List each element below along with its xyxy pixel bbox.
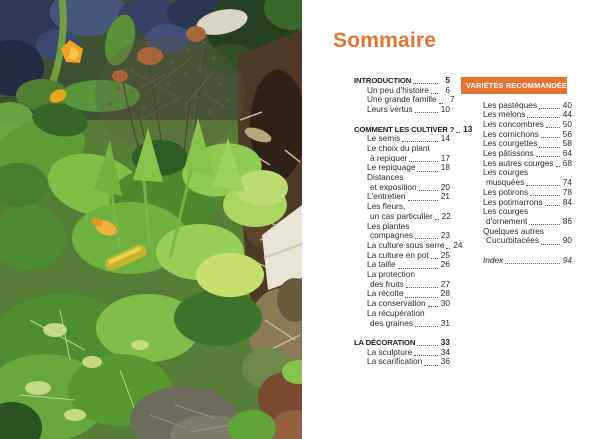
toc-page-number: 64 — [562, 148, 572, 159]
dotted-leader — [545, 205, 561, 206]
toc-entry-label: La scarification — [367, 356, 423, 367]
toc-entry-label: Le repiquage — [367, 162, 416, 173]
dotted-leader — [408, 200, 439, 201]
toc-right-items — [461, 101, 572, 266]
dotted-leader — [428, 306, 438, 307]
toc-page-number: 28 — [440, 288, 450, 299]
toc-entry-row — [367, 357, 450, 367]
toc-entry — [354, 105, 450, 115]
toc-entry-label: Les concombres — [483, 118, 544, 129]
toc-entry-label: des graines — [370, 317, 413, 328]
toc-page-number: 13 — [463, 123, 473, 134]
toc-entry-label: Le semis — [367, 133, 401, 144]
toc-entry-label: La conservation — [367, 298, 426, 309]
toc-entry-row — [367, 319, 450, 329]
toc-page-number: 31 — [440, 317, 450, 328]
dotted-leader — [526, 185, 560, 186]
toc-right-column — [461, 77, 572, 265]
toc-page-number: 21 — [440, 191, 450, 202]
toc-entry-row — [483, 256, 572, 266]
dotted-leader — [529, 224, 560, 225]
toc-page-number: 56 — [562, 128, 572, 139]
toc-entry-label: La culture en pot — [367, 249, 429, 260]
toc-entry-label: Les pâtissons — [483, 148, 534, 159]
toc-entry-row — [367, 105, 450, 115]
toc-page-number: 30 — [440, 298, 450, 309]
toc-entry-label: des fruits — [370, 278, 404, 289]
toc-page-number: 7 — [450, 94, 455, 105]
dotted-leader — [539, 147, 560, 148]
toc-entry-label: Les potirons — [483, 186, 529, 197]
toc-entry-line: La récupération — [367, 307, 425, 318]
toc-entry — [461, 227, 572, 246]
toc-page-number: 33 — [440, 336, 450, 347]
toc-entry-label: La récolte — [367, 288, 404, 299]
dotted-leader — [419, 190, 438, 191]
toc-entry-label: Les pastèques — [483, 99, 537, 110]
toc-entry-label: La taille — [367, 259, 396, 270]
toc-entry-label: INTRODUCTION — [354, 76, 412, 85]
dotted-leader — [505, 263, 560, 264]
toc-entry-label: Les cornichons — [483, 128, 539, 139]
contents-page — [302, 0, 600, 439]
toc-section — [354, 123, 473, 329]
toc-page-number: 10 — [440, 104, 450, 115]
toc-entry-label: LA DÉCORATION — [354, 337, 416, 347]
toc-entry — [354, 144, 450, 163]
toc-section — [354, 75, 455, 115]
toc-entry-label: Index — [483, 254, 504, 265]
toc-page-number: 18 — [440, 162, 450, 173]
dotted-leader — [417, 345, 438, 346]
recommended-varieties-banner: VARIÉTÉS RECOMMANDÉES — [461, 77, 567, 94]
toc-page-number: 23 — [440, 230, 450, 241]
toc-entry-label: Les potimarrons — [483, 196, 543, 207]
toc-entry-label: La culture sous serre — [367, 239, 445, 250]
toc-entry — [354, 357, 450, 367]
toc-page-number: 17 — [440, 152, 450, 163]
toc-page-number: 68 — [562, 157, 572, 168]
toc-entry-label: Leurs vertus — [367, 104, 413, 115]
toc-page-number: 74 — [562, 177, 572, 188]
page-title: Sommaire — [333, 29, 437, 52]
toc-section-items — [354, 133, 463, 328]
dotted-leader — [435, 219, 439, 220]
toc-page-number: 90 — [562, 235, 572, 246]
toc-page-number: 78 — [562, 186, 572, 197]
toc-page-number: 44 — [562, 109, 572, 120]
toc-entry-line: Les fleurs, — [367, 201, 406, 212]
dotted-leader — [541, 244, 560, 245]
toc-page-number: 94 — [562, 254, 572, 265]
toc-page-number: 40 — [562, 99, 572, 110]
toc-entry — [354, 173, 450, 192]
toc-entry-label: compagnes — [370, 230, 413, 241]
toc-entry — [461, 168, 572, 187]
toc-page-number: 24 — [453, 239, 463, 250]
toc-page-number: 50 — [562, 118, 572, 129]
toc-page-number: 26 — [440, 259, 450, 270]
toc-page-number: 14 — [440, 133, 450, 144]
toc-entry — [354, 202, 450, 221]
toc-page-number: 25 — [440, 249, 450, 260]
toc-entry — [354, 222, 450, 241]
toc-section-items — [354, 348, 450, 367]
dotted-leader — [415, 112, 438, 113]
toc-entry-line: Les courges — [483, 206, 529, 217]
toc-left-column — [354, 75, 473, 377]
toc-entry-label: La sculpture — [367, 346, 413, 357]
toc-page-number: 6 — [445, 84, 450, 95]
toc-page-number: 5 — [445, 75, 450, 85]
dotted-leader — [431, 258, 438, 259]
toc-page-number: 34 — [440, 346, 450, 357]
toc-entry-line: Les plantes — [367, 220, 410, 231]
toc-entry-label: Les autres courges — [483, 157, 554, 168]
toc-entry — [354, 270, 450, 289]
dotted-leader — [415, 326, 438, 327]
toc-page-number: 84 — [562, 196, 572, 207]
toc-entry-line: Distances — [367, 172, 404, 183]
dotted-leader — [530, 195, 560, 196]
toc-entry-label: Les melons — [483, 109, 526, 120]
toc-entry-line: Les courges — [483, 167, 529, 178]
toc-entry-label: Une grande famille — [367, 94, 437, 105]
toc-entry-line: Le choix du plant — [367, 142, 430, 153]
toc-page-number: 86 — [562, 215, 572, 226]
toc-entry-label: L'entretien — [367, 191, 406, 202]
toc-page-number: 58 — [562, 138, 572, 149]
toc-entry-line: La protection — [367, 269, 415, 280]
toc-page-number: 20 — [440, 181, 450, 192]
toc-entry-label: COMMENT LES CULTIVER ? — [354, 124, 455, 134]
toc-entry-label: à repiquer — [370, 152, 408, 163]
toc-entry — [354, 309, 450, 328]
dotted-leader — [406, 287, 438, 288]
toc-entry-label: et exposition — [370, 181, 417, 192]
dotted-leader — [446, 248, 450, 249]
toc-page-number: 22 — [441, 210, 451, 221]
toc-entry-row — [483, 236, 572, 246]
toc-section — [354, 338, 450, 367]
dotted-leader — [541, 137, 560, 138]
toc-entry-label: Un peu d'histoire — [367, 84, 430, 95]
toc-entry-label: Les courgettes — [483, 138, 538, 149]
dotted-leader — [546, 127, 560, 128]
toc-entry-label: musquées — [486, 177, 525, 188]
dotted-leader — [424, 365, 438, 366]
toc-entry-line: Quelques autres — [483, 225, 544, 236]
toc-entry-label: un cas particulier — [370, 210, 433, 221]
dotted-leader — [539, 108, 560, 109]
toc-entry-label: Cucurbitacées — [486, 235, 540, 246]
toc-entry — [461, 207, 572, 226]
toc-section-items — [354, 84, 455, 115]
dotted-leader — [456, 132, 460, 133]
toc-entry — [461, 256, 572, 266]
dotted-leader — [556, 166, 560, 167]
toc-entry-label: d'ornement — [486, 215, 528, 226]
toc-page-number: 36 — [440, 356, 450, 367]
dotted-leader — [417, 171, 438, 172]
toc-page-number: 27 — [440, 278, 450, 289]
